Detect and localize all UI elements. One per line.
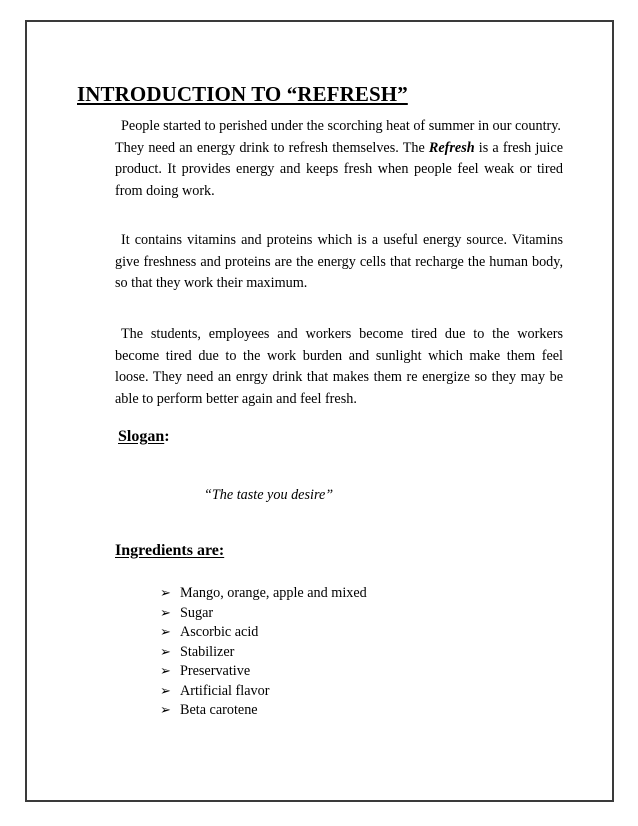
list-item <box>160 584 367 604</box>
ingredient-list <box>160 584 367 721</box>
ingredient-label: Beta carotene <box>180 702 258 719</box>
ingredient-label: Artificial flavor <box>180 682 270 699</box>
intro-paragraph <box>115 116 563 202</box>
list-item <box>160 643 367 663</box>
brand-name: Refresh <box>428 139 475 156</box>
arrowhead-bullet-icon: ➢ <box>160 683 171 699</box>
ingredient-label: Mango, orange, apple and mixed <box>180 585 367 602</box>
list-item <box>160 662 367 682</box>
slogan-label <box>118 428 170 446</box>
vitamins-paragraph <box>115 230 563 295</box>
arrowhead-bullet-icon: ➢ <box>160 586 171 602</box>
slogan-label-colon: : <box>164 428 170 445</box>
arrowhead-bullet-icon: ➢ <box>160 625 171 641</box>
list-item <box>160 701 367 721</box>
slogan-text: “The taste you desire” <box>204 487 334 503</box>
workers-text: The students, employees and workers become tired due to the workers become tired due to the work burden and sunlight which make them feel loose. They need an enrgy drink that makes them re energize so they may be able to perform better again and feel fresh. <box>115 326 563 407</box>
arrowhead-bullet-icon: ➢ <box>160 605 171 621</box>
slogan-label-text: Slogan <box>118 428 165 445</box>
workers-paragraph <box>115 324 563 410</box>
list-item <box>160 604 367 624</box>
intro-text-after-brand: is a fresh juice product. It provides energy and keeps fresh when people feel weak or tired from doing work. <box>115 139 563 199</box>
vitamins-text: It contains vitamins and proteins which is a useful energy source. Vitamins give freshness and proteins are the energy cells that recharge the human body, so that they work their maximum. <box>115 232 563 291</box>
arrowhead-bullet-icon: ➢ <box>160 703 171 719</box>
ingredients-heading: Ingredients are: <box>115 542 225 559</box>
ingredient-label: Stabilizer <box>180 643 235 660</box>
ingredient-label: Preservative <box>180 663 251 680</box>
intro-line: People started to perished under the scorching heat of summer in our country. <box>121 118 561 134</box>
list-item <box>160 682 367 702</box>
arrowhead-bullet-icon: ➢ <box>160 644 171 660</box>
ingredient-label: Sugar <box>180 604 214 621</box>
page-title: INTRODUCTION TO “REFRESH” <box>77 82 408 106</box>
intro-text-before-brand: They need an energy drink to refresh themselves. The <box>115 139 429 156</box>
arrowhead-bullet-icon: ➢ <box>160 664 171 680</box>
list-item <box>160 623 367 643</box>
ingredient-label: Ascorbic acid <box>180 624 259 641</box>
